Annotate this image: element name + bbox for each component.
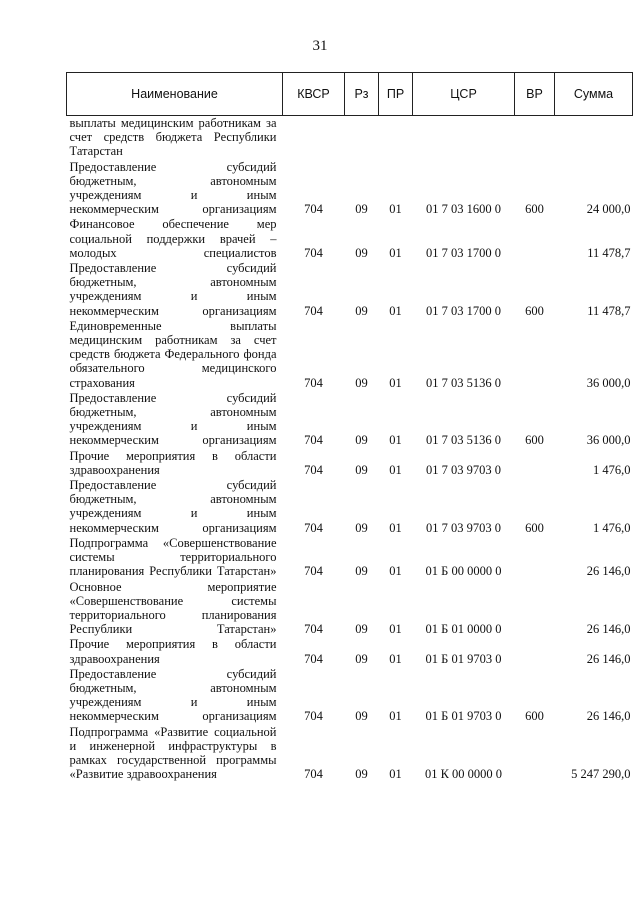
table-row [67,319,633,391]
row-sum: 24 000,0 [586,202,631,217]
row-vr: 600 [525,433,544,448]
row-rz: 09 [355,520,368,535]
row-kvsr: 704 [304,462,323,477]
row-kvsr: 704 [304,564,323,579]
row-vr [515,449,555,478]
row-rz: 09 [355,245,368,260]
row-name: Прочие мероприятия в области здравоохранения [69,637,277,666]
row-vr: 600 [525,202,544,217]
row-vr [515,536,555,580]
row-pr: 01 [389,767,402,782]
row-vr [515,319,555,391]
table-row [67,449,633,478]
table-row [67,725,633,783]
row-kvsr: 704 [304,202,323,217]
row-csr [413,116,515,160]
table-row [67,536,633,580]
row-sum: 1 476,0 [593,462,631,477]
row-name: Основное мероприятие «Совершенствование системы территориального планирования Республики Татарстан» [69,579,277,637]
row-kvsr: 704 [304,245,323,260]
row-kvsr: 704 [304,303,323,318]
row-sum: 26 146,0 [586,651,631,666]
row-name: Предоставление субсидий бюджетным, автономным учреждениям и иным некоммерческим организациям [69,261,277,318]
row-name: Подпрограмма «Совершенствование системы территориального планирования Республики Татарстан» [69,535,277,579]
row-pr: 01 [389,564,402,579]
header-pr: ПР [379,73,413,116]
row-pr: 01 [389,245,402,260]
row-sum: 26 146,0 [586,564,631,579]
row-rz: 09 [355,462,368,477]
row-pr: 01 [389,651,402,666]
row-sum: 11 478,7 [587,303,631,318]
row-rz: 09 [355,622,368,637]
row-kvsr: 704 [304,767,323,782]
row-rz: 09 [355,564,368,579]
row-rz: 09 [355,375,368,390]
row-name: Предоставление субсидий бюджетным, автономным учреждениям и иным некоммерческим организациям [69,390,277,448]
row-name: Предоставление субсидий бюджетным, автономным учреждениям и иным некоммерческим организациям [69,478,277,535]
header-kvsr: КВСР [283,73,345,116]
header-rz: Рз [345,73,379,116]
row-sum: 36 000,0 [586,433,631,448]
row-name: Предоставление субсидий бюджетным, автономным учреждениям и иным некоммерческим организациям [69,666,277,724]
row-csr: 01 7 03 5136 0 [426,375,501,390]
row-pr: 01 [389,709,402,724]
row-csr: 01 Б 00 0000 0 [425,564,502,579]
row-csr: 01 7 03 1600 0 [426,202,501,217]
row-rz: 09 [355,651,368,666]
row-pr: 01 [389,303,402,318]
table-row [67,160,633,218]
table-row [67,116,633,160]
row-name: выплаты медицинским работникам за счет средств бюджета Республики Татарстан [69,116,277,159]
row-vr: 600 [525,520,544,535]
row-csr: 01 7 03 1700 0 [426,303,501,318]
row-rz [345,116,379,160]
row-rz: 09 [355,202,368,217]
row-name: Единовременные выплаты медицинским работникам за счет средств бюджета Федерального фонда обязательного медицинского страхования [69,318,277,390]
header-sum: Сумма [555,73,633,116]
row-pr [379,116,413,160]
page-number: 31 [312,38,328,54]
table-row [67,391,633,449]
header-vr: ВР [515,73,555,116]
row-sum: 5 247 290,0 [571,767,631,782]
row-kvsr: 704 [304,433,323,448]
header-csr: ЦСР [413,73,515,116]
row-pr: 01 [389,520,402,535]
row-name: Финансовое обеспечение мер социальной поддержки врачей – молодых специалистов [69,217,277,260]
row-name: Прочие мероприятия в области здравоохранения [69,448,277,477]
row-rz: 09 [355,709,368,724]
row-csr: 01 7 03 9703 0 [426,520,501,535]
row-csr: 01 К 00 0000 0 [424,767,503,782]
table-body [67,116,633,783]
table-row [67,261,633,319]
table-row [67,667,633,725]
row-kvsr: 704 [304,520,323,535]
table-header [67,73,633,116]
row-sum: 11 478,7 [587,245,631,260]
row-kvsr: 704 [304,375,323,390]
row-pr: 01 [389,622,402,637]
row-sum: 36 000,0 [586,375,631,390]
row-rz: 09 [355,767,368,782]
row-vr [515,637,555,666]
row-sum: 1 476,0 [593,520,631,535]
table-row [67,478,633,536]
row-pr: 01 [389,462,402,477]
row-vr [515,116,555,160]
row-pr: 01 [389,433,402,448]
row-csr: 01 7 03 5136 0 [426,433,501,448]
row-kvsr: 704 [304,622,323,637]
row-kvsr: 704 [304,651,323,666]
row-name: Предоставление субсидий бюджетным, автономным учреждениям и иным некоммерческим организациям [69,159,277,217]
row-vr: 600 [525,709,544,724]
row-sum: 26 146,0 [586,622,631,637]
row-csr: 01 Б 01 0000 0 [425,622,502,637]
row-vr [515,217,555,261]
row-kvsr: 704 [304,709,323,724]
row-pr: 01 [389,375,402,390]
row-name: Подпрограмма «Развитие социальной и инженерной инфраструктуры в рамках государственной программы «Развитие здравоохранения [69,724,277,782]
header-name: Наименование [67,73,283,116]
row-sum: 26 146,0 [586,709,631,724]
row-vr: 600 [525,303,544,318]
row-csr: 01 Б 01 9703 0 [425,651,502,666]
row-kvsr [283,116,345,160]
row-csr: 01 Б 01 9703 0 [425,709,502,724]
row-csr: 01 7 03 9703 0 [426,462,501,477]
row-csr: 01 7 03 1700 0 [426,245,501,260]
row-rz: 09 [355,303,368,318]
row-rz: 09 [355,433,368,448]
row-pr: 01 [389,202,402,217]
table-row [67,637,633,666]
table-row [67,217,633,261]
row-sum [555,116,633,160]
row-vr [515,580,555,638]
budget-table [66,72,633,782]
row-vr [515,725,555,783]
table-row [67,580,633,638]
